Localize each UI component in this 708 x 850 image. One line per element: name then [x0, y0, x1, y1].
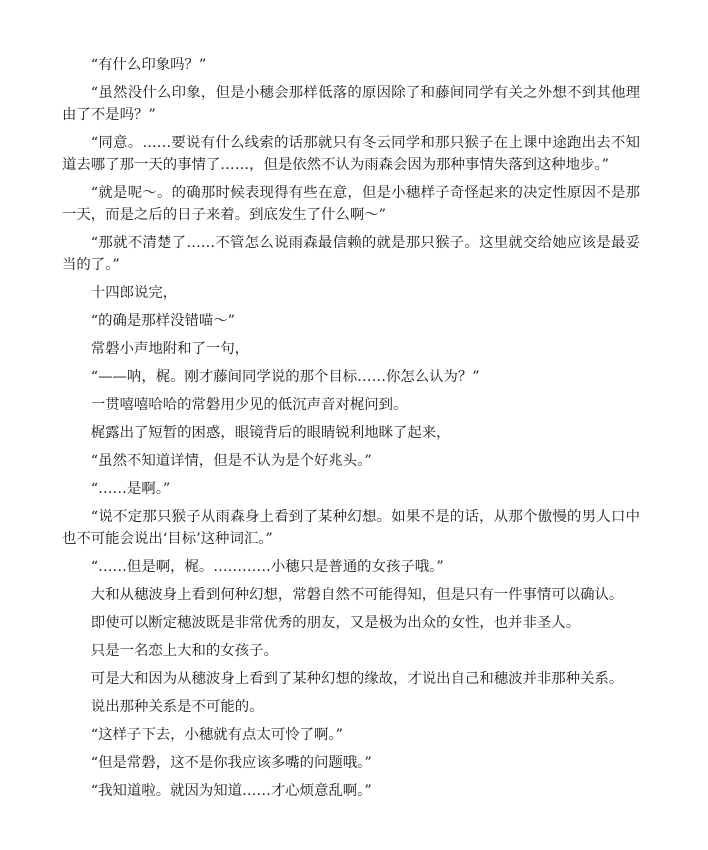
paragraph: “虽然不知道详情，但是不认为是个好兆头。” [90, 453, 372, 469]
paragraph: “……但是啊，梶。…………小穗只是普通的女孩子哦。” [90, 559, 444, 575]
paragraph: 大和从穗波身上看到何种幻想，常磐自然不可能得知，但是只有一件事情可以确认。 [90, 587, 624, 603]
paragraph: “但是常磐，这不是你我应该多嘴的问题哦。” [90, 755, 372, 771]
paragraph: “那就不清楚了……不管怎么说雨森最信赖的就是那只猴子。这里就交给她应该是最妥当的了。” [62, 235, 640, 273]
paragraph: 可是大和因为从穗波身上看到了某种幻想的缘故，才说出自己和穗波并非那种关系。 [90, 671, 624, 687]
paragraph: 只是一名恋上大和的女孩子。 [90, 643, 278, 659]
paragraph: “——呐，梶。刚才藤间同学说的那个目标……你怎么认为？” [90, 369, 480, 385]
paragraph: 即使可以断定穗波既是非常优秀的朋友，又是极为出众的女性，也并非圣人。 [90, 615, 581, 631]
paragraph: 十四郎说完， [90, 285, 178, 301]
paragraph: 一贯嘻嘻哈哈的常磐用少见的低沉声音对梶问到。 [90, 397, 408, 413]
paragraph: “有什么印象吗？” [90, 57, 207, 73]
paragraph: “虽然没什么印象，但是小穗会那样低落的原因除了和藤间同学有关之外想不到其他理由了不是吗？” [62, 85, 640, 123]
paragraph: “说不定那只猴子从雨森身上看到了某种幻想。如果不是的话，从那个傲慢的男人口中也不可能会说出‘目标’这种词汇。” [62, 509, 640, 547]
paragraph: 说出那种关系是不可能的。 [90, 699, 264, 715]
paragraph: 常磐小声地附和了一句， [90, 341, 250, 357]
paragraph: “……是啊。” [90, 481, 171, 497]
document-body [62, 54, 640, 808]
paragraph: “这样子下去，小穗就有点太可怜了啊。” [90, 727, 343, 743]
paragraph: “就是呢～。的确那时候表现得有些在意，但是小穗样子奇怪起来的决定性原因不是那一天，而是之后的日子来着。到底发生了什么啊～” [62, 185, 640, 223]
paragraph: “同意。……要说有什么线索的话那就只有冬云同学和那只猴子在上课中途跑出去不知道去哪了那一天的事情了……，但是依然不认为雨森会因为那种事情失落到这种地步。” [62, 135, 640, 173]
paragraph: “的确是那样没错喵～” [90, 313, 236, 329]
paragraph: “我知道啦。就因为知道……才心烦意乱啊。” [90, 783, 372, 799]
paragraph: 梶露出了短暂的困惑，眼镜背后的眼睛锐利地眯了起来， [90, 425, 451, 441]
